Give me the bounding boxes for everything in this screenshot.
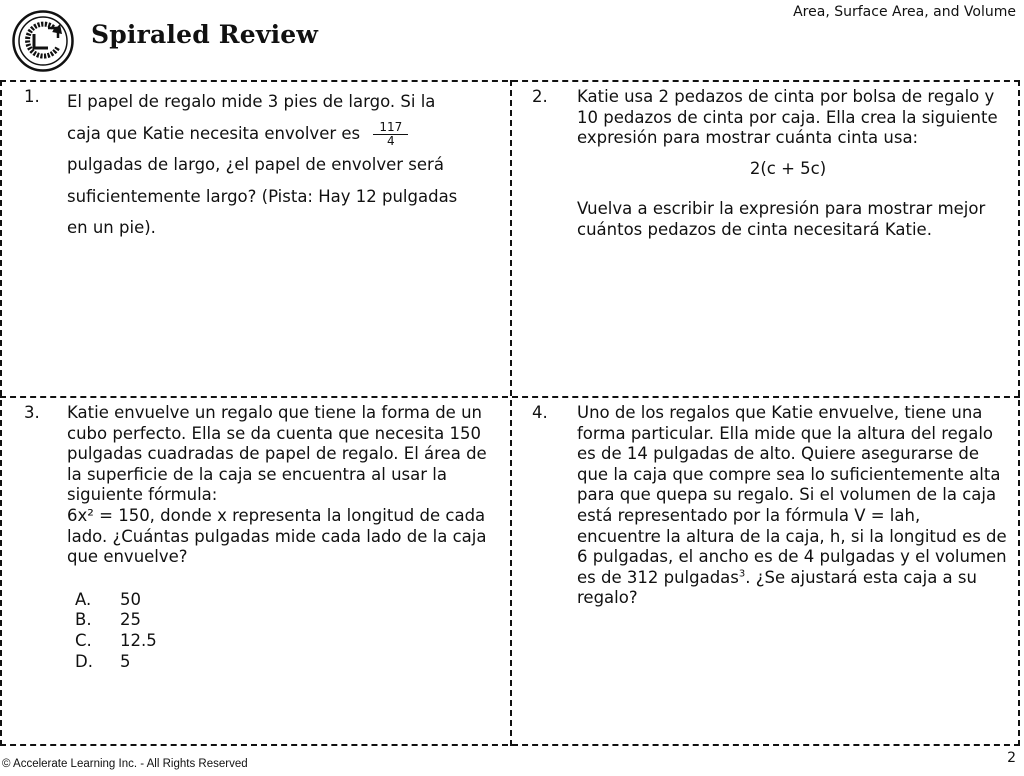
problem-4-statement: Uno de los regalos que Katie envuelve, tiene una forma particular. Ella mide que la altura del regalo es de 14 pulgadas de alto. Quiere asegurarse de que la caja que compre sea lo suficientemente alta para que quepa su regalo. Si el volumen de la caja está representado por la fórmula V = lah, encuentre la altura de la caja, h, si la longitud es de 6 pulgadas, el ancho es de 4 pulgadas y el volumen es de 312 pulgadas bbox=[577, 403, 1007, 587]
problem-4-text bbox=[577, 403, 1009, 609]
grid-vertical-divider bbox=[510, 80, 512, 746]
problem-2-prompt: Vuelva a escribir la expresión para mostrar mejor cuántos pedazos de cinta necesitará Katie. bbox=[577, 199, 986, 239]
page-number: 2 bbox=[1007, 750, 1016, 766]
problem-2-statement: Katie usa 2 pedazos de cinta por bolsa de regalo y 10 pedazos de cinta por caja. Ella crea la siguiente expresión para mostrar cuánta cinta usa: bbox=[577, 87, 998, 148]
spiral-review-logo bbox=[12, 10, 74, 72]
fraction-117-4 bbox=[373, 121, 408, 148]
grid-horizontal-divider bbox=[0, 396, 1020, 398]
choice-c[interactable]: C. 12.5 bbox=[75, 630, 157, 650]
page-title: Spiraled Review bbox=[91, 20, 319, 49]
problem-1-line-5: en un pie). bbox=[67, 218, 156, 237]
problem-3-number: 3. bbox=[24, 403, 40, 422]
problem-4-question: . ¿Se ajustará esta caja a su regalo? bbox=[577, 567, 977, 608]
problem-2-text bbox=[577, 87, 1009, 241]
problem-1-line-2-text: caja que Katie necesita envolver es bbox=[67, 123, 361, 143]
problem-4-number: 4. bbox=[532, 403, 548, 422]
problem-1-line-2 bbox=[67, 118, 502, 150]
problem-2-expression: 2(c + 5c) bbox=[749, 158, 827, 178]
problem-2-number: 2. bbox=[532, 87, 548, 106]
problem-1-line-1: El papel de regalo mide 3 pies de largo. Si la bbox=[67, 92, 436, 111]
problem-1-text bbox=[67, 86, 502, 244]
copyright: © Accelerate Learning Inc. - All Rights Reserved bbox=[2, 758, 248, 770]
answer-choices bbox=[75, 590, 503, 672]
problem-1-number: 1. bbox=[24, 87, 40, 106]
problem-1-line-4: suficientemente largo? (Pista: Hay 12 pulgadas bbox=[67, 186, 458, 206]
unit-title: Area, Surface Area, and Volume bbox=[793, 4, 1016, 20]
superscript-3: 3 bbox=[738, 568, 746, 580]
problem-3-formula: 6x² = 150, donde x representa la longitud de cada lado. ¿Cuántas pulgadas mide cada lado de la caja que envuelve? bbox=[67, 505, 487, 567]
choice-d[interactable]: D. 5 bbox=[75, 651, 131, 671]
fraction-denominator: 4 bbox=[387, 133, 395, 148]
choice-b[interactable]: B. 25 bbox=[75, 610, 141, 630]
problem-3-text bbox=[67, 403, 503, 672]
problem-1-line-3: pulgadas de largo, ¿el papel de envolver será bbox=[67, 155, 444, 174]
fraction-numerator: 117 bbox=[373, 121, 408, 135]
choice-a[interactable]: A. 50 bbox=[75, 589, 141, 609]
problem-3-statement: Katie envuelve un regalo que tiene la forma de un cubo perfecto. Ella se da cuenta que necesita 150 pulgadas cuadradas de papel de regalo. El área de la superficie de la caja se encuentra al usar la siguiente fórmula: bbox=[67, 403, 487, 505]
